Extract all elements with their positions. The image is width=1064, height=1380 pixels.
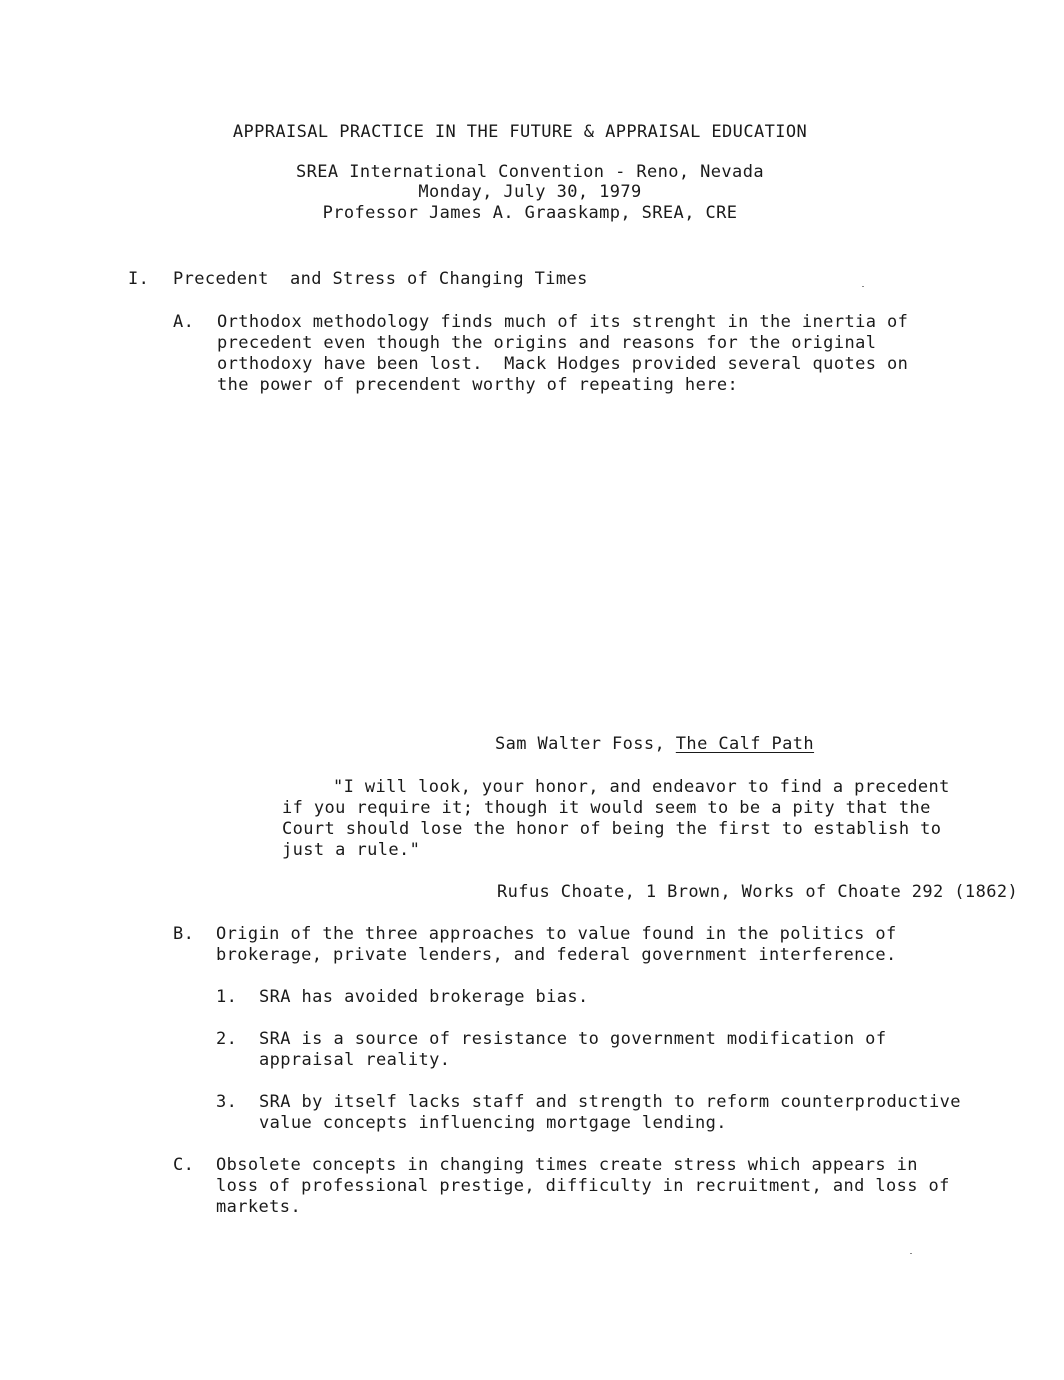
point-a-line: the power of precendent worthy of repeating here:	[217, 375, 739, 395]
quote-line: Court should lose the honor of being the first to establish to	[282, 819, 942, 839]
subpoint-marker: 2.	[216, 1029, 238, 1049]
point-c-line: loss of professional prestige, difficulty in recruitment, and loss of	[216, 1176, 950, 1196]
point-a-line: orthodoxy have been lost. Mack Hodges provided several quotes on	[217, 354, 909, 374]
point-c-marker: C.	[173, 1155, 195, 1175]
point-b-line: brokerage, private lenders, and federal government interference.	[216, 945, 897, 965]
quote-author: Sam Walter Foss,	[495, 734, 676, 754]
scan-speck	[862, 286, 864, 287]
quote-attribution	[495, 734, 814, 755]
subpoint-line: appraisal reality.	[259, 1050, 451, 1070]
subpoint-marker: 1.	[216, 987, 238, 1007]
point-a-line: Orthodox methodology finds much of its strenght in the inertia of	[217, 312, 909, 332]
point-c-line: markets.	[216, 1197, 302, 1217]
point-a-marker: A.	[173, 312, 195, 332]
document-title: APPRAISAL PRACTICE IN THE FUTURE & APPRAISAL EDUCATION	[232, 122, 808, 142]
event-line: SREA International Convention - Reno, Nevada	[296, 162, 764, 182]
quote-work-title: The Calf Path	[675, 734, 815, 754]
point-b-line: Origin of the three approaches to value found in the politics of	[216, 924, 897, 944]
subpoint-line: SRA has avoided brokerage bias.	[259, 987, 589, 1007]
point-c-line: Obsolete concepts in changing times create stress which appears in	[216, 1155, 918, 1175]
quote-line: if you require it; though it would seem to be a pity that the	[282, 798, 931, 818]
point-b-marker: B.	[173, 924, 195, 944]
date-line: Monday, July 30, 1979	[418, 182, 642, 202]
point-a-line: precedent even though the origins and reasons for the original	[217, 333, 877, 353]
scan-speck	[910, 1253, 912, 1254]
section-heading: Precedent and Stress of Changing Times	[173, 269, 588, 289]
subpoint-marker: 3.	[216, 1092, 238, 1112]
subpoint-line: SRA is a source of resistance to government modification of	[259, 1029, 887, 1049]
subpoint-line: value concepts influencing mortgage lending.	[259, 1113, 727, 1133]
quote-line: just a rule."	[282, 840, 421, 860]
quote-line: "I will look, your honor, and endeavor to find a precedent	[333, 777, 950, 797]
quote-attribution: Rufus Choate, 1 Brown, Works of Choate 292 (1862)	[497, 882, 1019, 902]
author-line: Professor James A. Graaskamp, SREA, CRE	[322, 203, 738, 223]
subpoint-line: SRA by itself lacks staff and strength to reform counterproductive	[259, 1092, 961, 1112]
section-marker: I.	[128, 269, 150, 289]
